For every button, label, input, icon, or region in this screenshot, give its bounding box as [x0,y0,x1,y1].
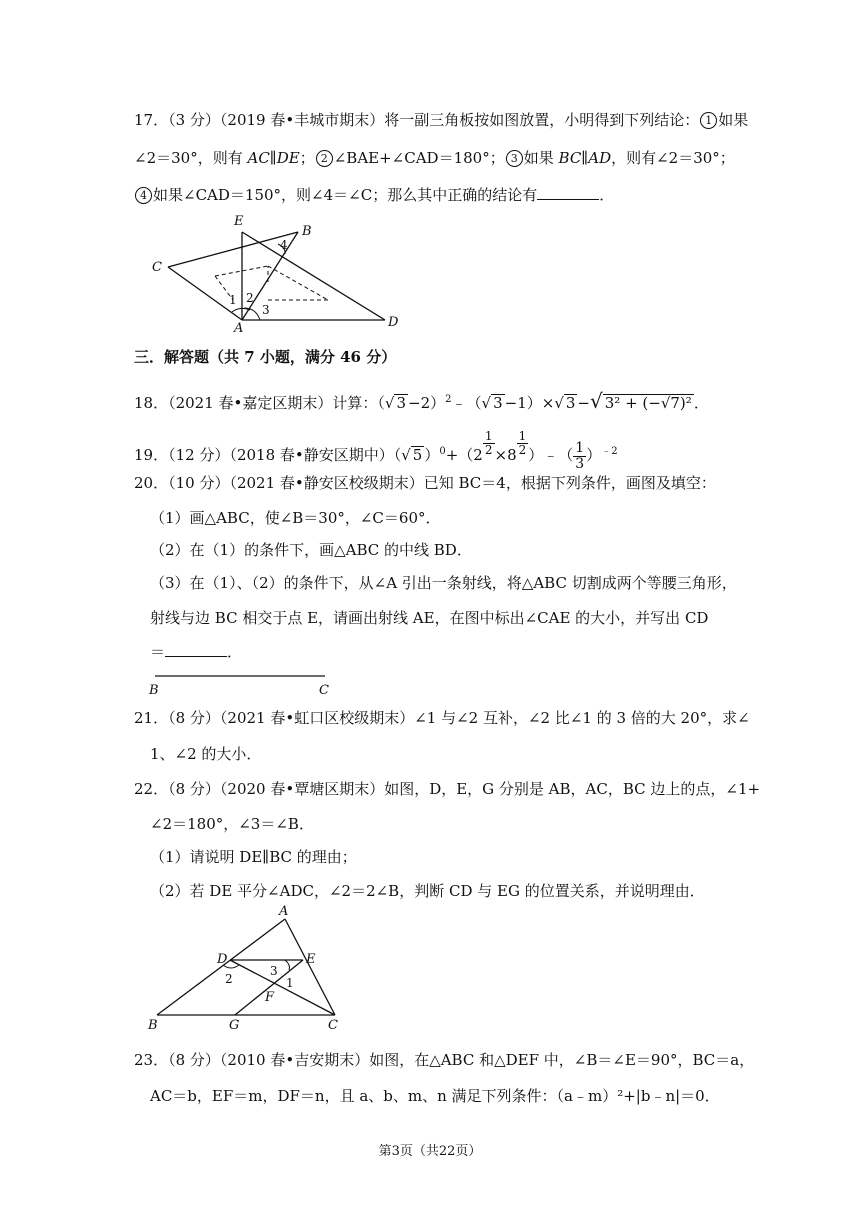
q20-line-5: 射线与边 BC 相交于点 E，请画出射线 AE，在图中标出∠CAE 的大小，并写出 CD [150,609,709,627]
label-c: C [328,1018,338,1033]
label-f: F [265,990,275,1005]
label-d: D [217,952,228,967]
q17-triangle-figure [140,210,410,335]
answer-blank-cd[interactable] [165,642,227,657]
q23-line-1: 23．（8 分）（2010 春•吉安期末）如图，在△ABC 和△DEF 中，∠B＝∠E＝90°，BC＝a， [134,1051,755,1069]
q22-line-2: ∠2＝180°，∠3＝∠B． [150,815,314,833]
angle-1: 1 [229,293,237,307]
label-c: C [319,683,329,698]
circled-number-3: 3 [506,150,523,167]
q17-line-3: 4 如果∠CAD＝150°，则∠4＝∠C；那么其中正确的结论有 ． [134,185,614,205]
label-g: G [229,1018,240,1033]
angle-2: 2 [246,291,254,305]
q20-line-1: 20．（10 分）（2021 春•静安区校级期末）已知 BC＝4，根据下列条件，画图及填空： [134,474,716,492]
q20-line-4: （3）在（1）、（2）的条件下，从∠A 引出一条射线，将△ABC 切割成两个等腰三角形， [150,574,737,592]
label-e: E [234,214,244,229]
label-e: E [306,952,316,967]
label-d: D [388,315,399,330]
angle-1: 1 [286,976,294,990]
q17-line-1: 17．（3 分）（2019 春•丰城市期末）将一副三角板按如图放置，小明得到下列结论： 1 如果 [134,111,749,129]
page-footer: 第3页（共22页） [378,1144,482,1159]
label-a: A [279,905,289,919]
q19-line: 19．（12 分）（2018 春•静安区期中）（√ 5 ）$^0$+（2 $\frac{1}{2}$ ×8 $\frac{1}{2}$ ）﹣（ $\frac{1}{3}$ ）$^{﹣2}$ [134,429,618,472]
angle-3: 3 [270,964,278,978]
q22-line-1: 22．（8 分）（2020 春•覃塘区期末）如图，D，E，G 分别是 AB，AC，BC 边上的点，∠1+ [134,780,761,798]
q22-triangle-figure [145,905,355,1033]
label-a: A [234,321,244,335]
q18-line: 18．（2021 春•嘉定区期末）计算：（√ 3 −2）$^2$﹣（√ 3 −1）×√ 3 −√ 3² + (−√7)² ． [134,389,709,413]
angle-2: 2 [225,972,233,986]
circled-number-4: 4 [135,187,152,204]
circled-number-2: 2 [316,150,333,167]
q21-line-1: 21．（8 分）（2021 春•虹口区校级期末）∠1 与∠2 互补，∠2 比∠1 的 3 倍的大 20°，求∠ [134,709,750,727]
segment-bc-figure [145,668,345,700]
q20-line-3: （2）在（1）的条件下，画△ABC 的中线 BD． [150,541,472,559]
q17-line-2: ∠2＝30°，则有 AC∥DE； 2 ∠BAE+∠CAD＝180°； 3 如果 BC∥AD，则有∠2＝30°； [134,149,735,167]
circled-number-1: 1 [700,112,717,129]
label-b: B [149,683,159,698]
label-b: B [148,1018,158,1033]
label-c: C [152,260,162,275]
answer-blank[interactable] [537,185,599,200]
q23-line-2: AC＝b，EF＝m，DF＝n，且 a、b、m、n 满足下列条件：（a﹣m）²+|b﹣n|＝0． [150,1087,720,1105]
q20-line-2: （1）画△ABC，使∠B＝30°，∠C＝60°． [150,509,441,527]
angle-4: 4 [280,238,288,252]
q22-line-4: （2）若 DE 平分∠ADC，∠2＝2∠B，判断 CD 与 EG 的位置关系，并说明理由． [150,882,705,900]
q20-line-6: ＝ ． [150,643,243,661]
label-b: B [302,224,312,239]
angle-3: 3 [262,303,270,317]
q22-line-3: （1）请说明 DE∥BC 的理由； [150,848,357,866]
section-heading: 三．解答题（共 7 小题，满分 46 分） [134,348,397,366]
q21-line-2: 1、∠2 的大小． [150,745,262,763]
